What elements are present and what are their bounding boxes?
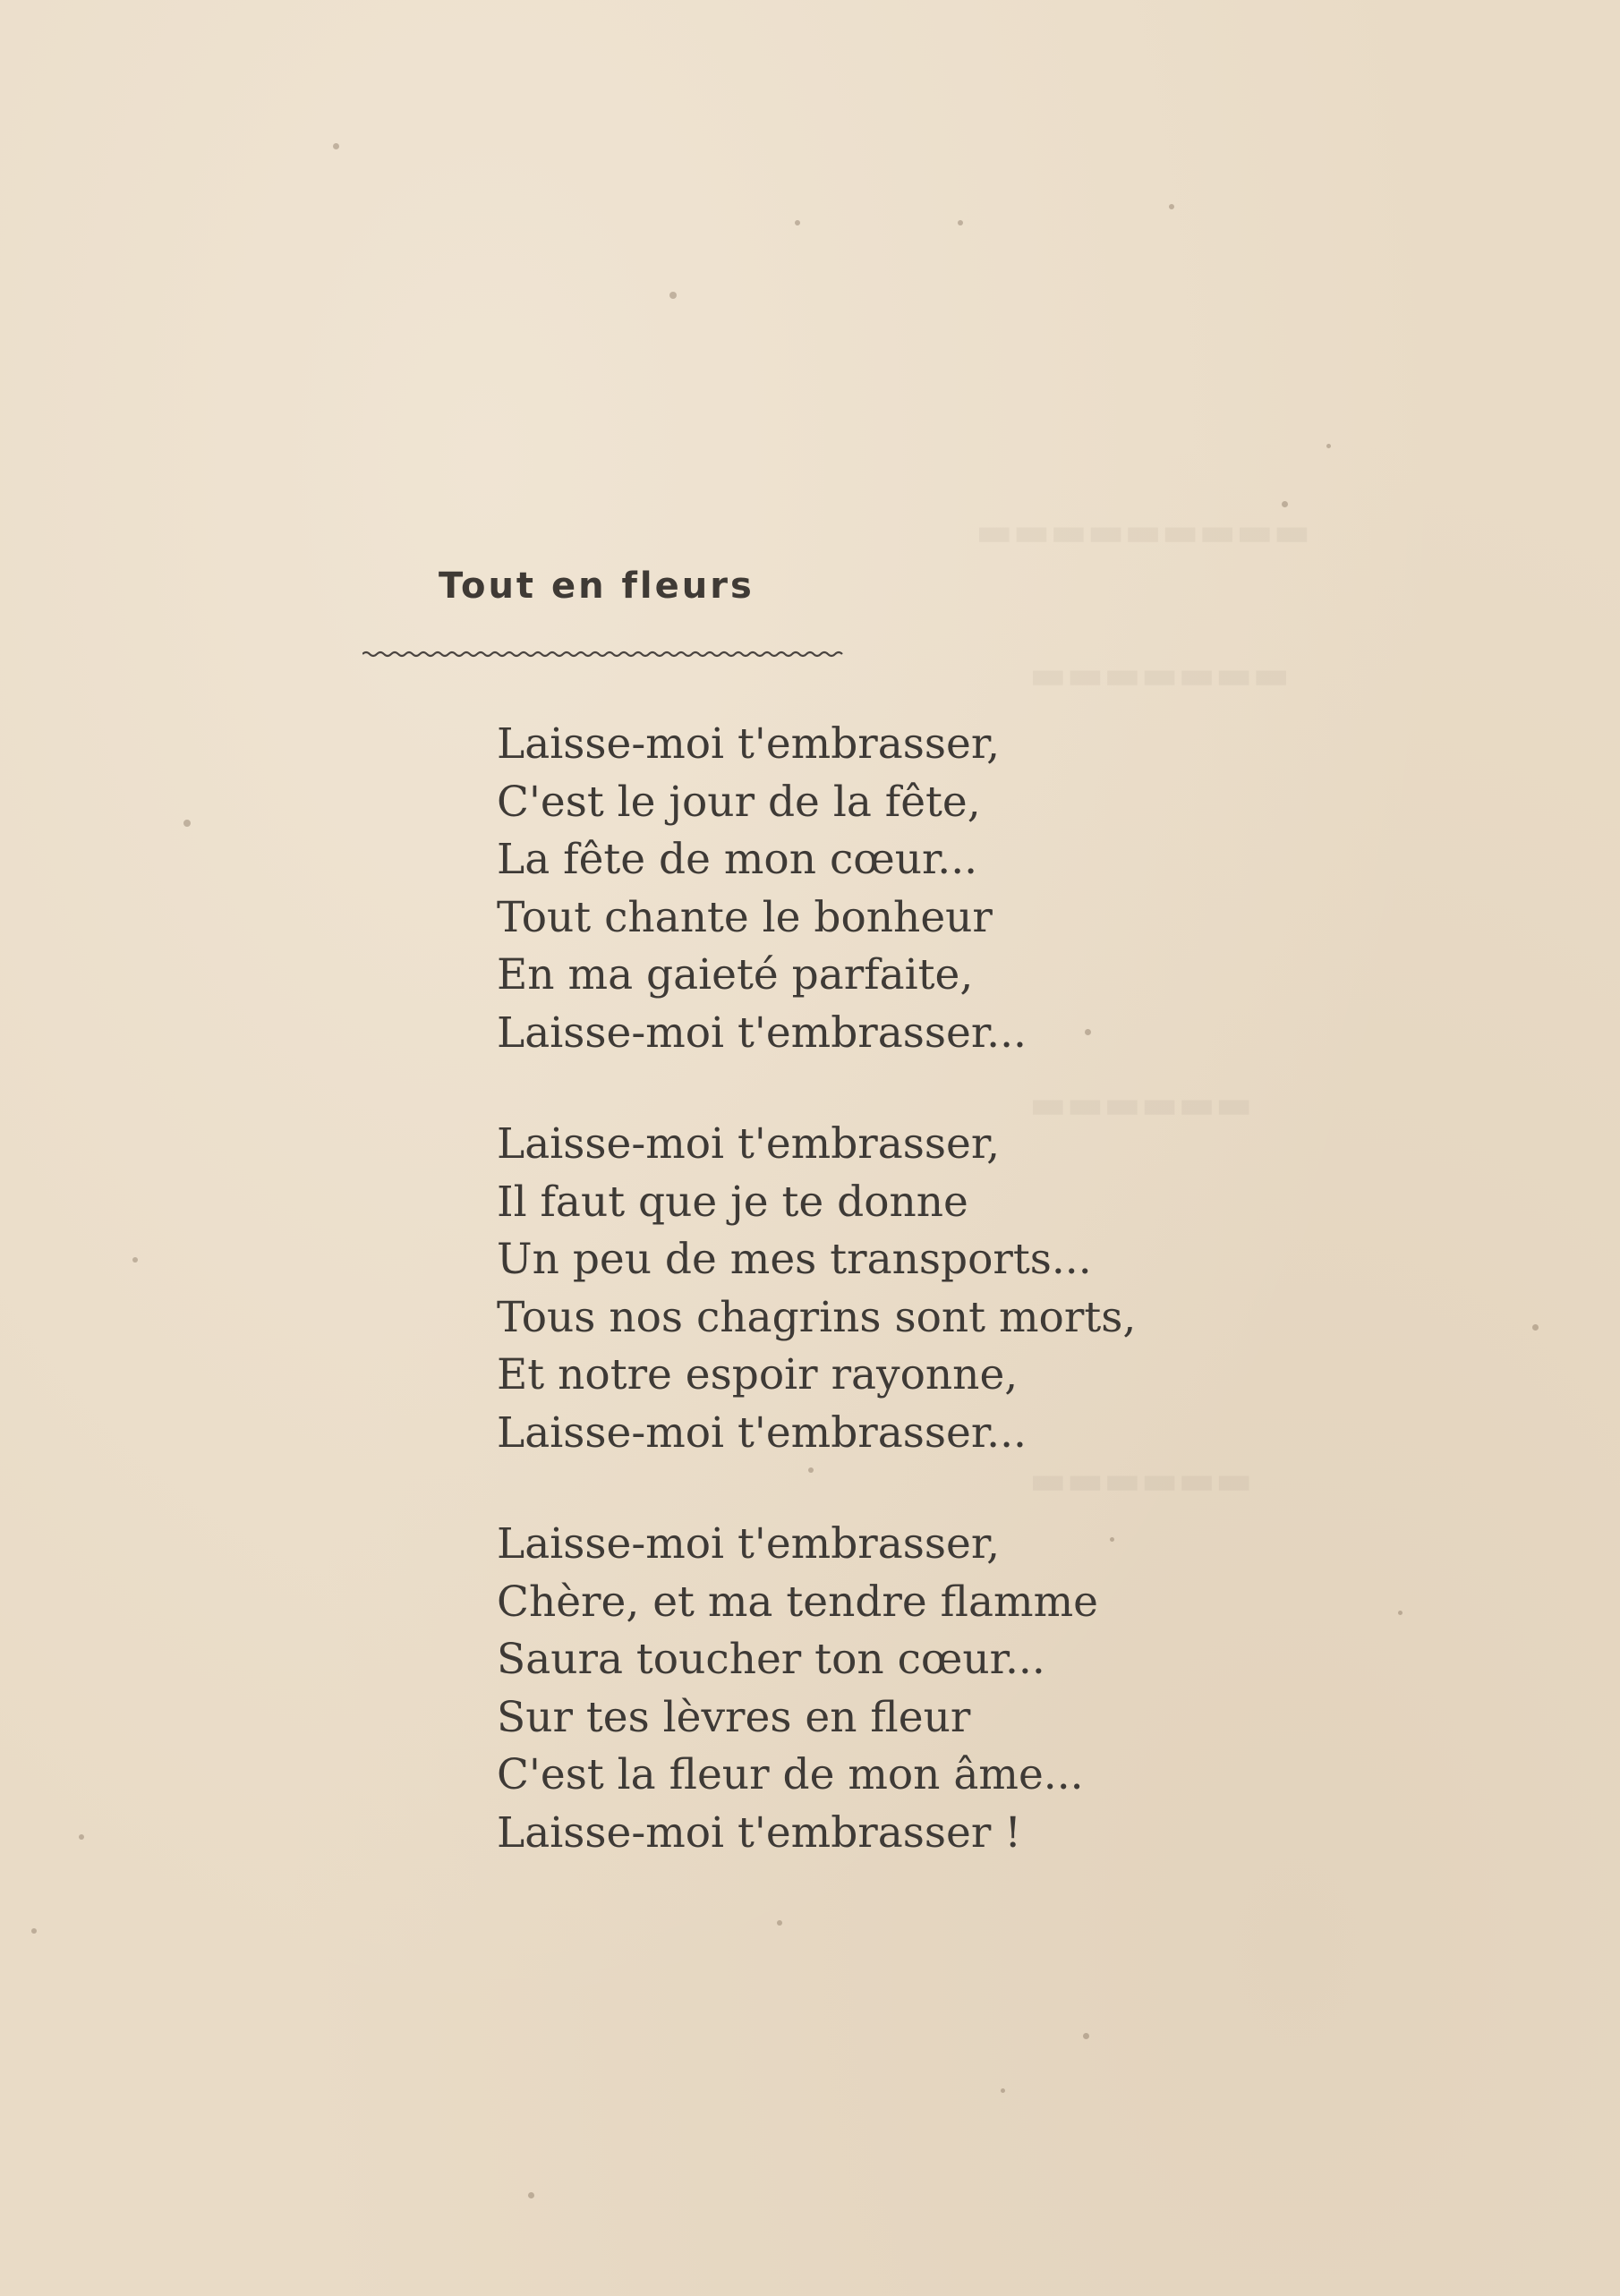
paper-speck — [958, 220, 963, 225]
verse-line: Laisse-moi t'embrasser, — [497, 1519, 1001, 1569]
paper-speck — [333, 143, 339, 149]
verse-line: C'est la fleur de mon âme... — [497, 1750, 1084, 1799]
verse-line: Laisse-moi t'embrasser, — [497, 1119, 1001, 1169]
paper-speck — [183, 820, 191, 827]
poem-body — [497, 716, 1302, 1916]
paper-speck — [1326, 444, 1331, 448]
verse-line: Laisse-moi t'embrasser... — [497, 1008, 1027, 1058]
paper-speck — [1083, 2033, 1089, 2039]
verse-line: Tout chante le bonheur — [497, 892, 993, 942]
paper-speck — [528, 2192, 534, 2198]
stanza-3 — [497, 1516, 1302, 1862]
verse-line: Sur tes lèvres en fleur — [497, 1692, 971, 1742]
poem-title: Tout en fleurs — [439, 565, 755, 607]
verse-line: C'est le jour de la fête, — [497, 777, 981, 827]
stanza-1 — [497, 716, 1302, 1062]
verse-line: Chère, et ma tendre flamme — [497, 1577, 1098, 1627]
verse-line: Laisse-moi t'embrasser ! — [497, 1807, 1022, 1858]
verse-line: Et notre espoir rayonne, — [497, 1350, 1019, 1399]
paper-speck — [795, 220, 800, 225]
reverse-show-through: ▬▬▬▬▬▬ — [1029, 1082, 1253, 1127]
reverse-show-through: ▬▬▬▬▬▬▬▬▬ — [976, 509, 1311, 555]
paper-speck — [1398, 1611, 1403, 1615]
paper-speck — [777, 1920, 782, 1926]
paper-speck — [1169, 204, 1174, 209]
paper-speck — [669, 292, 677, 299]
paper-speck — [31, 1928, 37, 1934]
reverse-show-through: ▬▬▬▬▬▬ — [1029, 1458, 1253, 1503]
paper-speck — [79, 1834, 84, 1840]
paper-speck — [132, 1257, 138, 1263]
verse-line: Tous nos chagrins sont morts, — [497, 1292, 1137, 1342]
verse-line: Laisse-moi t'embrasser... — [497, 1407, 1027, 1458]
verse-line: Un peu de mes transports... — [497, 1235, 1092, 1284]
verse-line: La fête de mon cœur... — [497, 835, 978, 884]
paper-speck — [1532, 1324, 1539, 1331]
verse-line: Saura toucher ton cœur... — [497, 1635, 1045, 1684]
reverse-show-through: ▬▬▬▬▬▬▬ — [1029, 652, 1291, 698]
stanza-2 — [497, 1116, 1302, 1462]
verse-line: Laisse-moi t'embrasser, — [497, 719, 1001, 769]
verse-line: En ma gaieté parfaite, — [497, 950, 974, 999]
verse-line: Il faut que je te donne — [497, 1177, 968, 1227]
title-wavy-rule — [362, 650, 846, 659]
paper-speck — [1282, 501, 1288, 507]
paper-speck — [1001, 2088, 1005, 2093]
